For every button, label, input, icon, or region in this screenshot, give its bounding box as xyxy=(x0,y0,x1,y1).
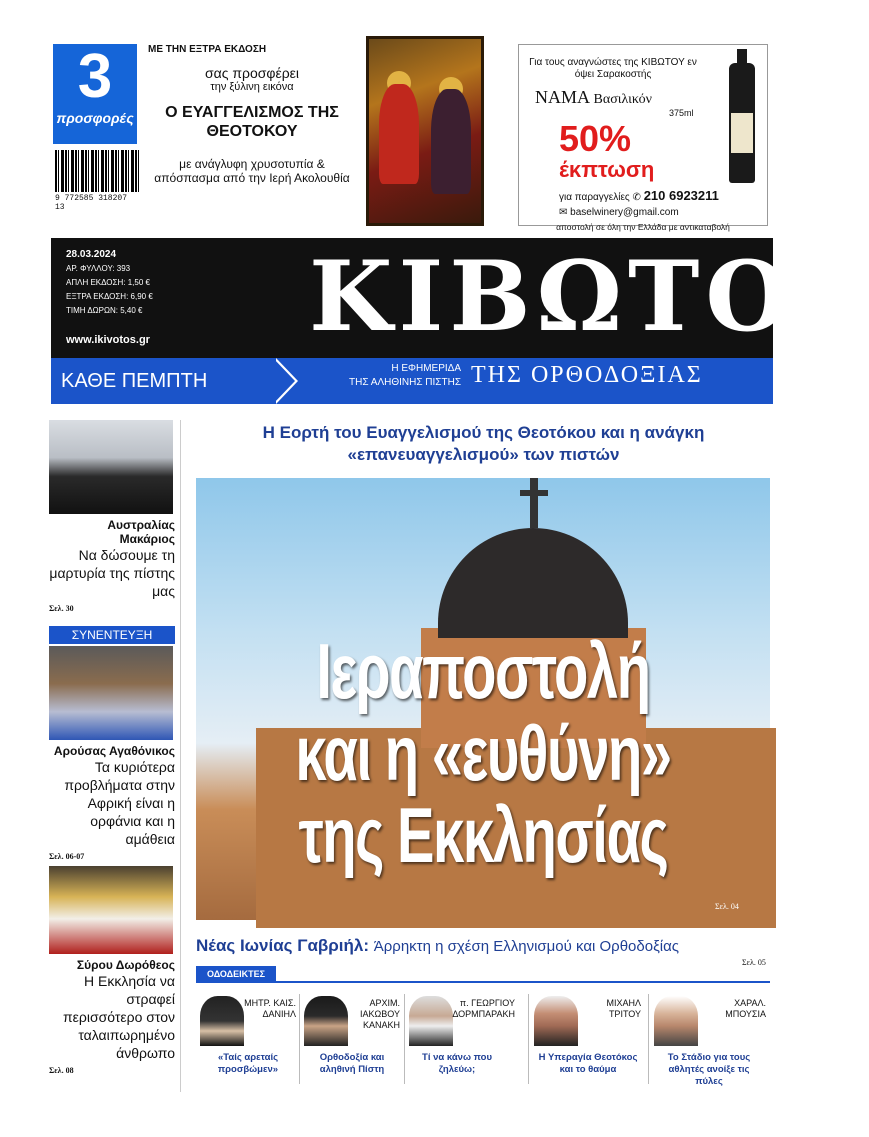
ad-shipping: αποστολή σε όλη την Ελλάδα με αντικαταβολή xyxy=(556,222,730,232)
guide-divider xyxy=(528,994,529,1084)
secondary-lead: Νέας Ιωνίας Γαβριήλ: xyxy=(196,936,370,955)
issue-date: 28.03.2024 xyxy=(66,249,117,260)
angel-figure xyxy=(379,84,419,184)
columnist-photo xyxy=(304,996,348,1046)
columnist-name: π. ΓΕΩΡΓΙΟΥ ΔΟΡΜΠΑΡΑΚΗ xyxy=(452,998,515,1019)
side-story-3[interactable] xyxy=(49,866,175,1075)
ad-phone: 210 6923211 xyxy=(643,188,719,203)
side-story-quote: Τα κυριότερα προβλήματα στην Αφρική είναι η ορφάνια και η αμάθεια xyxy=(64,759,175,847)
promo-line5: με ανάγλυφη χρυσοτυπία & απόσπασμα από την Ιερή Ακολουθία xyxy=(154,157,350,185)
secondary-rest: Άρρηκτη η σχέση Ελληνισμού και Ορθοδοξίας xyxy=(373,938,680,955)
columnist-name: ΧΑΡΑΛ. ΜΠΟΥΣΙΑ xyxy=(725,998,766,1019)
secondary-headline[interactable] xyxy=(196,936,770,956)
columnist-name: ΑΡΧΙΜ. ΙΑΚΩΒΟΥ ΚΑΝΑΚΗ xyxy=(360,998,400,1030)
secondary-page-ref: Σελ. 05 xyxy=(742,958,766,967)
slogan-line1: Η ΕΦΗΜΕΡΙΔΑ xyxy=(391,363,461,374)
side-story-quote: Να δώσουμε τη μαρτυρία της πίστης μας xyxy=(49,547,175,599)
ad-brand-name: ΝΑΜΑ xyxy=(535,87,590,107)
barcode-bars xyxy=(55,150,139,192)
columnist-photo xyxy=(534,996,578,1046)
headline-line2: και η «ευθύνη» xyxy=(295,709,671,797)
issue-number: ΑΡ. ΦΥΛΛΟΥ: 393 xyxy=(66,264,131,273)
side-story-quote: Η Εκκλησία να στραφεί περισσότερο στον ταλαιπωρημένο άνθρωπο xyxy=(62,973,175,1061)
guide-item[interactable] xyxy=(530,990,645,1090)
bottle-label xyxy=(731,113,753,153)
church-dome xyxy=(438,528,628,638)
interview-tag: ΣΥΝΕΝΤΕΥΞΗ xyxy=(49,626,175,644)
guide-item[interactable] xyxy=(300,990,404,1090)
ad-brand-suffix: Βασιλικόν xyxy=(593,92,652,107)
promo-line3: την ξύλινη εικόνα xyxy=(210,81,294,93)
columnist-name: ΜΙΧΑΗΛ ΤΡΙΤΟΥ xyxy=(606,998,641,1019)
slogan-line2: ΤΗΣ ΑΛΗΘΙΝΗΣ ΠΙΣΤΗΣ xyxy=(349,377,461,388)
promo-badge xyxy=(53,44,137,144)
price-extra: ΕΞΤΡΑ ΕΚΔΟΣΗ: 6,90 € xyxy=(66,292,153,301)
guide-item[interactable] xyxy=(650,990,770,1090)
column-title: «Ταίς αρεταίς προσβώμεν» xyxy=(217,1052,279,1075)
masthead xyxy=(51,238,869,358)
barcode-digits: 9 772585 318207 13 xyxy=(55,194,128,212)
photo-agathonikos xyxy=(49,646,173,740)
column-title: Το Στάδιο για τους αθλητές ανοίξε τις πύλες xyxy=(667,1052,751,1087)
ad-volume: 375ml xyxy=(669,108,694,118)
price-simple: ΑΠΛΗ ΕΚΔΟΣΗ: 1,50 € xyxy=(66,278,150,287)
columnist-photo xyxy=(654,996,698,1046)
promo-count: 3 xyxy=(77,42,113,111)
barcode xyxy=(55,150,139,210)
website-link[interactable]: www.ikivotos.gr xyxy=(66,334,150,346)
side-story-page: Σελ. 06-07 xyxy=(49,852,85,861)
publication-frequency: ΚΑΘΕ ΠΕΜΠΤΗ xyxy=(51,358,276,404)
side-story-page: Σελ. 30 xyxy=(49,604,74,613)
wine-advertisement xyxy=(518,44,768,232)
guide-item[interactable] xyxy=(196,990,300,1090)
theotokos-figure xyxy=(431,89,471,194)
banner-arrow-fill xyxy=(273,358,295,404)
columnist-photo xyxy=(409,996,453,1046)
promo-line1: ΜΕ ΤΗΝ ΕΞΤΡΑ ΕΚΔΟΣΗ xyxy=(148,44,267,55)
slogan-orthodoxy: ΤΗΣ ΟΡΘΟΔΟΞΙΑΣ xyxy=(471,362,703,388)
ad-discount: 50% xyxy=(559,118,632,159)
column-divider xyxy=(180,420,181,1092)
side-story-person: Αρούσας Αγαθόνικος xyxy=(53,744,175,758)
ad-orders-label: για παραγγελίες xyxy=(559,192,630,203)
columnist-name: ΜΗΤΡ. ΚΑΙΣ. ΔΑΝΙΗΛ xyxy=(244,998,296,1019)
side-story-person: Αυστραλίας Μακάριος xyxy=(107,518,175,546)
main-kicker[interactable]: Η Εορτή του Ευαγγελισμού της Θεοτόκου και η ανάγκη «επανευαγγελισμού» των πιστών xyxy=(262,423,705,464)
guide-item[interactable] xyxy=(405,990,519,1090)
photo-dorotheos xyxy=(49,866,173,954)
headline-line3: της Εκκλησίας xyxy=(298,791,668,879)
newspaper-logo: ΚΙΒΩΤΟΣ xyxy=(309,240,869,353)
side-story-1[interactable] xyxy=(49,420,175,613)
ad-email-text: baselwinery@gmail.com xyxy=(570,207,679,218)
guide-divider xyxy=(648,994,649,1084)
guides-label: ΟΔΟΔΕΙΚΤΕΣ xyxy=(196,966,276,982)
main-page-ref: Σελ. 04 xyxy=(715,902,739,911)
ad-intro: Για τους αναγνώστες της ΚΙΒΩΤΟΥ εν όψει Σαρακοστής xyxy=(529,57,697,80)
column-title: Η Υπεραγία Θεοτόκος και το θαύμα xyxy=(538,1052,638,1075)
promo-icon-title: Ο ΕΥΑΓΓΕΛΙΣΜΟΣ ΤΗΣ ΘΕΟΤΟΚΟΥ xyxy=(165,104,339,140)
promo-label: προσφορές xyxy=(56,110,134,126)
photo-makarios xyxy=(49,420,173,514)
issue-info xyxy=(66,248,153,318)
side-story-2[interactable] xyxy=(49,626,175,861)
side-story-page: Σελ. 08 xyxy=(49,1066,74,1075)
masthead-banner xyxy=(51,358,773,404)
annunciation-icon-image xyxy=(366,36,484,226)
wine-bottle-icon xyxy=(729,63,755,183)
main-headline[interactable] xyxy=(276,627,689,879)
price-gift: ΤΙΜΗ ΔΩΡΩΝ: 5,40 € xyxy=(66,306,143,315)
side-story-person: Σύρου Δωρόθεος xyxy=(76,958,175,972)
cross-icon xyxy=(530,478,538,528)
guides-rule xyxy=(196,981,770,983)
columnist-photo xyxy=(200,996,244,1046)
headline-line1: Ιεραποστολή xyxy=(316,627,650,715)
promo-line2: σας προσφέρει xyxy=(204,65,300,81)
promo-text xyxy=(148,44,356,185)
ad-discount-label: έκπτωση xyxy=(559,157,655,182)
column-title: Ορθοδοξία και αληθινή Πίστη xyxy=(319,1052,385,1075)
column-title: Τί να κάνω που ζηλεύω; xyxy=(422,1052,492,1075)
ad-email: ✉ baselwinery@gmail.com xyxy=(559,207,679,218)
ad-orders: για παραγγελίες ✆ 210 6923211 xyxy=(559,188,719,203)
slogan xyxy=(301,362,461,390)
